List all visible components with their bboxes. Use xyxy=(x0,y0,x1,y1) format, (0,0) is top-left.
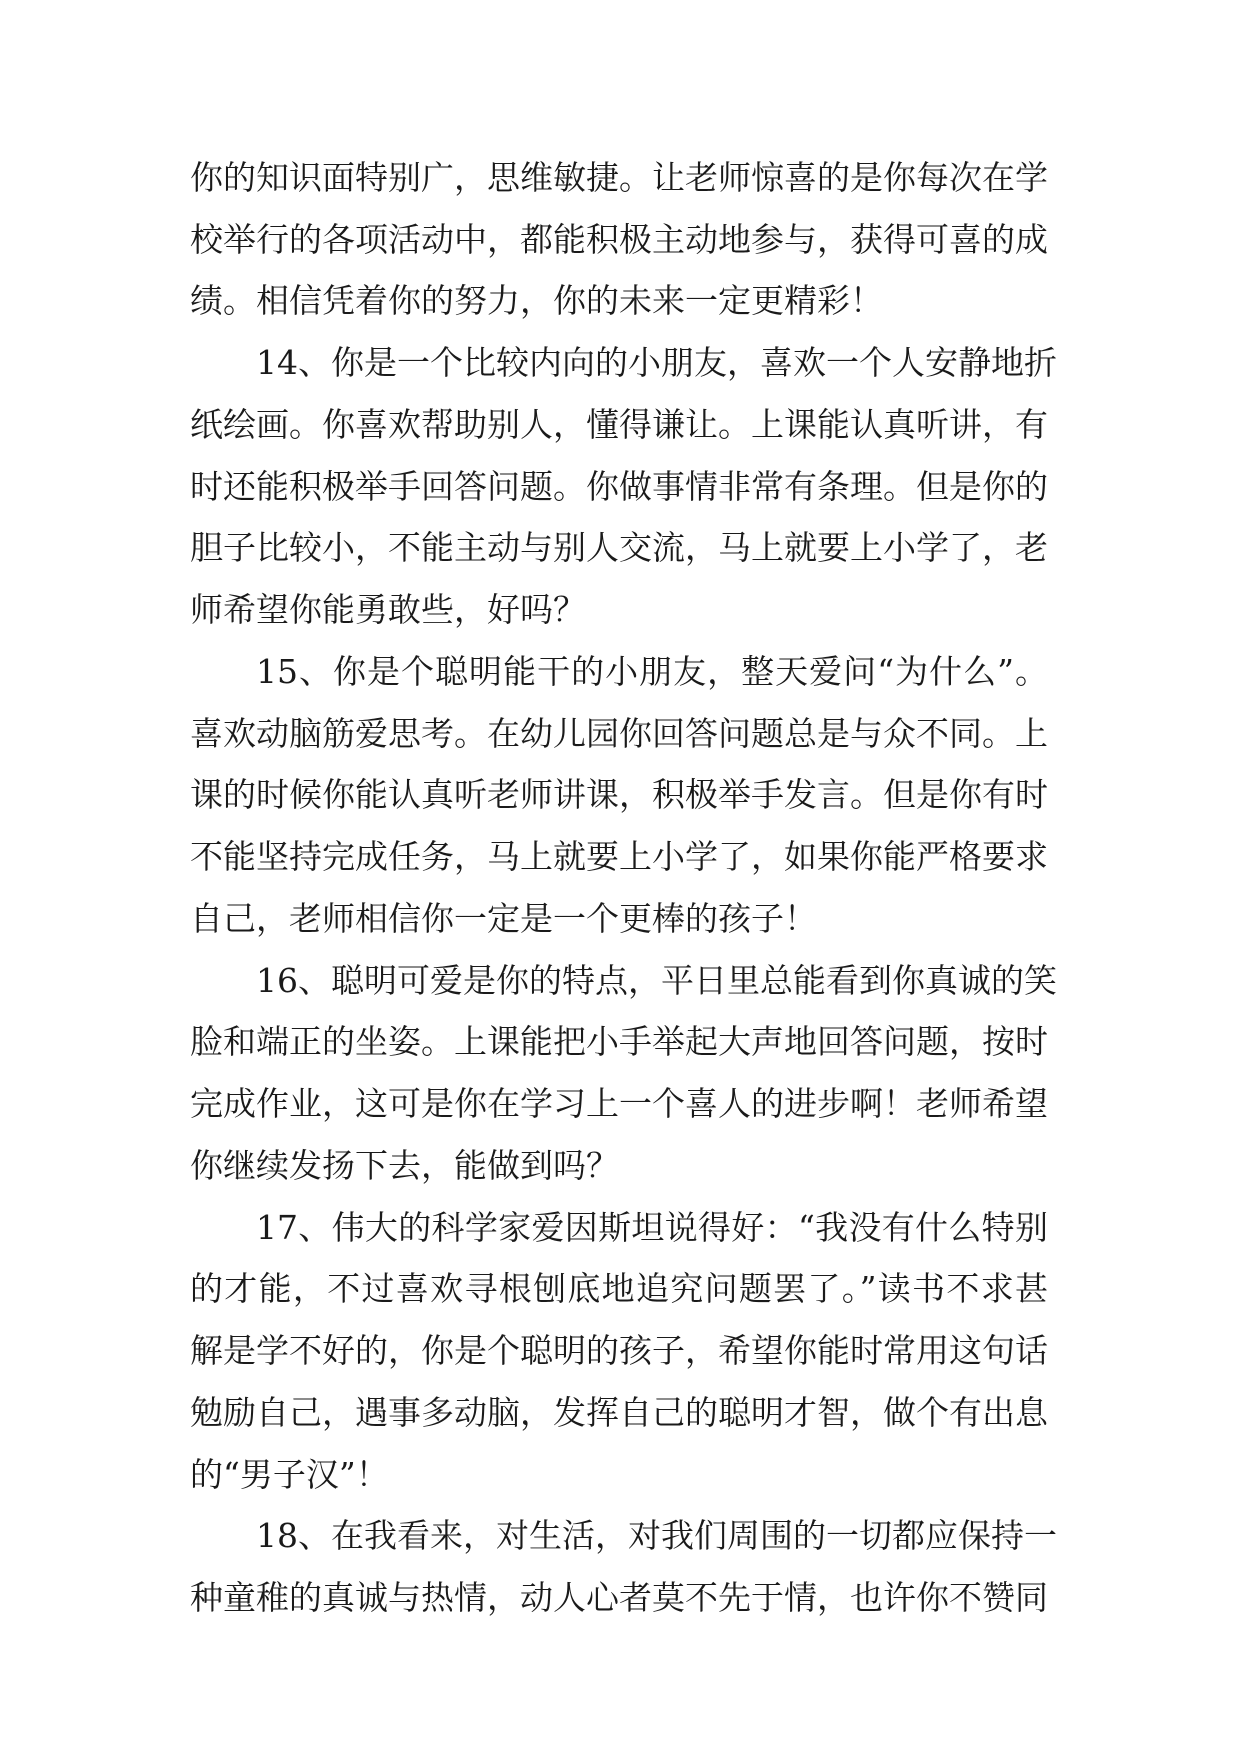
text-line: 脸和端正的坐姿。上课能把小手举起大声地回答问题，按时 xyxy=(190,1022,1048,1061)
paragraph-14-first-line: 14、你是一个比较内向的小朋友，喜欢一个人安静地折 xyxy=(256,343,1057,382)
paragraph-17-first-line: 17、伟大的科学家爱因斯坦说得好：“我没有什么特别 xyxy=(256,1208,1048,1247)
text-line: 胆子比较小，不能主动与别人交流，马上就要上小学了，老 xyxy=(190,528,1048,567)
text-line: 时还能积极举手回答问题。你做事情非常有条理。但是你的 xyxy=(190,467,1048,506)
text-line: 你的知识面特别广，思维敏捷。让老师惊喜的是你每次在学 xyxy=(190,158,1048,197)
text-line: 解是学不好的，你是个聪明的孩子，希望你能时常用这句话 xyxy=(190,1331,1048,1370)
text-line: 勉励自己，遇事多动脑，发挥自己的聪明才智，做个有出息 xyxy=(190,1393,1048,1432)
paragraph-15-first-line: 15、你是个聪明能干的小朋友，整天爱问“为什么”。 xyxy=(256,652,1048,691)
text-line: 不能坚持完成任务，马上就要上小学了，如果你能严格要求 xyxy=(190,837,1048,876)
text-line: 课的时候你能认真听老师讲课，积极举手发言。但是你有时 xyxy=(190,775,1048,814)
text-line: 校举行的各项活动中，都能积极主动地参与，获得可喜的成 xyxy=(190,220,1048,259)
text-line: 绩。相信凭着你的努力，你的未来一定更精彩！ xyxy=(190,281,883,320)
text-line: 自己，老师相信你一定是一个更棒的孩子！ xyxy=(190,899,817,938)
text-line: 你继续发扬下去，能做到吗？ xyxy=(190,1146,619,1185)
paragraph-16-first-line: 16、聪明可爱是你的特点，平日里总能看到你真诚的笑 xyxy=(256,961,1057,1000)
text-line: 的才能，不过喜欢寻根刨底地追究问题罢了。”读书不求甚 xyxy=(190,1269,1048,1308)
text-line: 师希望你能勇敢些，好吗？ xyxy=(190,590,586,629)
text-line: 纸绘画。你喜欢帮助别人，懂得谦让。上课能认真听讲，有 xyxy=(190,405,1048,444)
text-line: 喜欢动脑筋爱思考。在幼儿园你回答问题总是与众不同。上 xyxy=(190,714,1048,753)
text-line: 种童稚的真诚与热情，动人心者莫不先于情，也许你不赞同 xyxy=(190,1578,1048,1617)
text-line: 完成作业，这可是你在学习上一个喜人的进步啊！老师希望 xyxy=(190,1084,1048,1123)
text-line: 的“男子汉”！ xyxy=(190,1455,389,1494)
paragraph-18-first-line: 18、在我看来，对生活，对我们周围的一切都应保持一 xyxy=(256,1516,1057,1555)
